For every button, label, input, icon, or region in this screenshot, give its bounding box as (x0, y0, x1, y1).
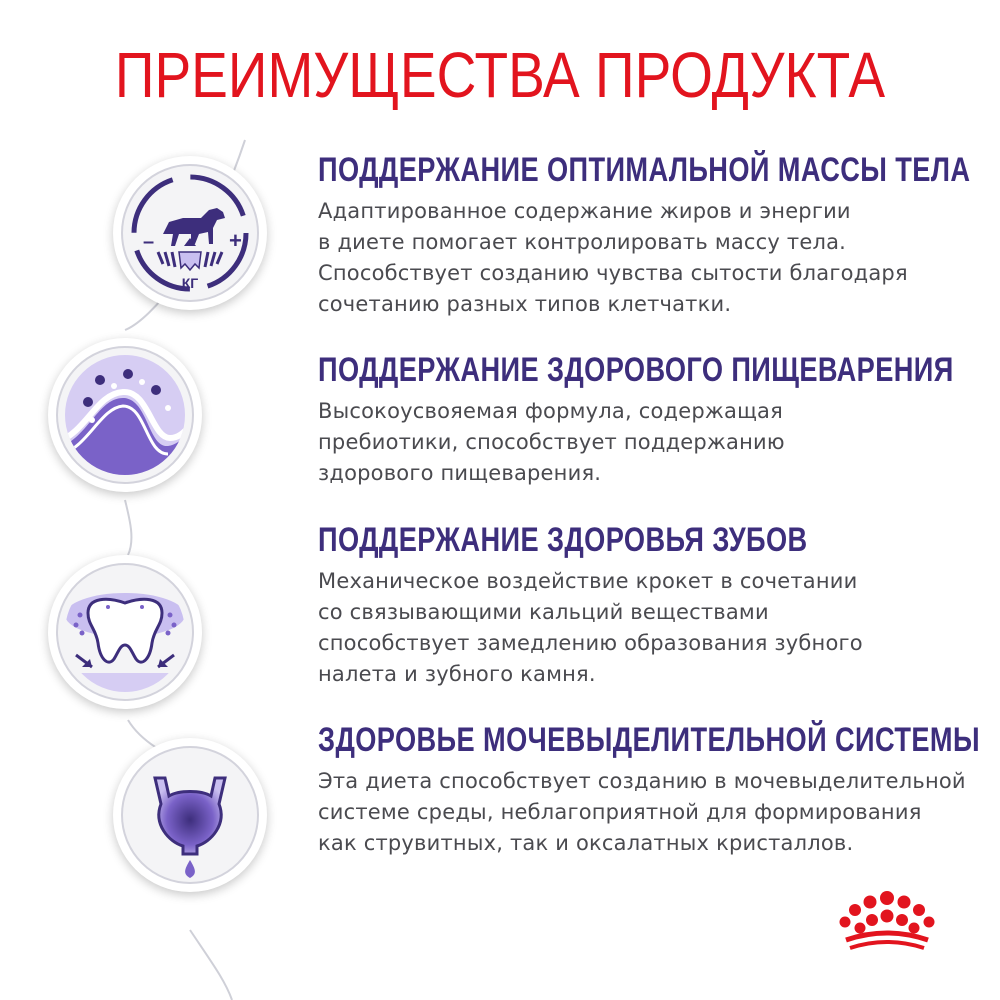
benefit-text: Адаптированное содержание жиров и энергии в диете помогает контролировать массу тела. Способствует созданию чувства сытости благодаря сочетанию разных типов клетчатки. (318, 199, 908, 316)
benefit-text: Механическое воздействие крокет в сочетании со связывающими кальций веществами способствует замедлению образования зубного налета и зубного камня. (318, 569, 863, 686)
teeth-icon-badge (48, 555, 202, 709)
benefit-title: ПОДДЕРЖАНИЕ ЗДОРОВОГО ПИЩЕВАРЕНИЯ (318, 351, 954, 389)
benefit-urinary (318, 720, 988, 859)
page-title: ПРЕИМУЩЕСТВА ПРОДУКТА (114, 39, 886, 111)
bladder-icon-badge (113, 738, 267, 892)
benefit-digestion (318, 350, 988, 489)
benefit-title: ПОДДЕРЖАНИЕ ОПТИМАЛЬНОЙ МАССЫ ТЕЛА (318, 151, 971, 189)
benefit-teeth (318, 520, 988, 690)
royal-canin-crown-logo (832, 888, 942, 958)
digestion-icon-badge (48, 338, 202, 492)
kg-label: КГ (181, 275, 199, 291)
svg-text:–: – (143, 231, 155, 253)
benefit-text: Высокоусвояемая формула, содержащая пребиотики, способствует поддержанию здорового пищеварения. (318, 399, 785, 485)
weight-icon-badge (113, 156, 267, 310)
dog-weight-scale-icon (113, 156, 267, 310)
benefit-text: Эта диета способствует созданию в мочевыделительной системе среды, неблагоприятной для формирования как струвитных, так и оксалатных кристаллов. (318, 769, 966, 855)
benefit-title: ЗДОРОВЬЕ МОЧЕВЫДЕЛИТЕЛЬНОЙ СИСТЕМЫ (318, 721, 981, 759)
bladder-icon (113, 738, 267, 892)
benefit-title: ПОДДЕРЖАНИЕ ЗДОРОВЬЯ ЗУБОВ (318, 521, 808, 559)
digestion-intestine-icon (48, 338, 202, 492)
svg-text:+: + (229, 228, 242, 253)
benefit-weight (318, 150, 988, 320)
tooth-icon (48, 555, 202, 709)
